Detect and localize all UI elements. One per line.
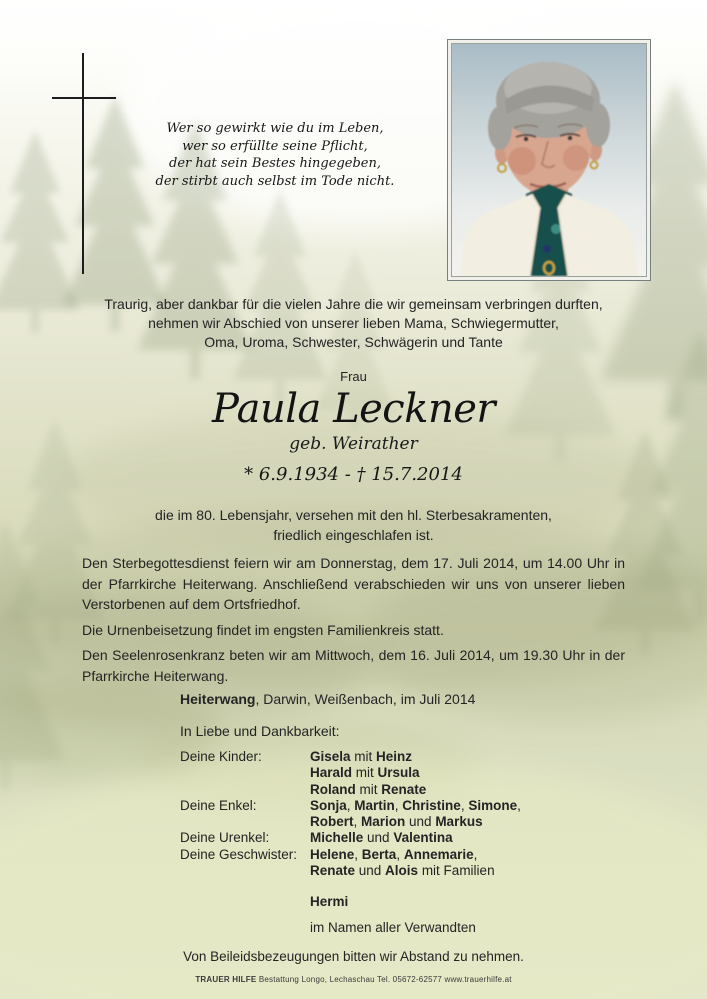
poem-line: der stirbt auch selbst im Tode nicht. [155, 173, 395, 189]
family-row-value: Gisela mit Heinz [310, 749, 413, 764]
intro-line: nehmen wir Abschied von unserer lieben Mama, Schwiegermutter, [148, 315, 559, 331]
family-row-label [180, 863, 310, 879]
passing-text [0, 506, 707, 545]
life-dates: * 6.9.1934 - † 15.7.2014 [244, 464, 463, 485]
family-row-value: Roland mit Renate [310, 781, 427, 797]
family-row [180, 782, 640, 798]
announcement-paragraph: Den Sterbegottesdienst feiern wir am Donnerstag, dem 17. Juli 2014, um 14.00 Uhr in der Pfarrkirche Heiterwang. Anschließend verabschieden wir uns von unserer lieben Verstorbenen auf dem Ortsfriedhof. [82, 555, 625, 612]
deceased-name: Paula Leckner [211, 386, 495, 432]
poem-line: der hat sein Bestes hingegeben, [169, 156, 381, 171]
family-row [180, 749, 640, 765]
family-row-label: Deine Urenkel: [180, 830, 270, 846]
announcement-paragraph: Die Urnenbeisetzung findet im engsten Familienkreis statt. [82, 621, 444, 638]
family-row-value: Sonja, Martin, Christine, Simone, [310, 797, 521, 813]
family-row [180, 798, 640, 814]
announcement-paragraph: Den Seelenrosenkranz beten wir am Mittwoch, dem 16. Juli 2014, um 19.30 Uhr in der Pfarrkirche Heiterwang. [82, 647, 625, 684]
family-row-label: Deine Kinder: [180, 749, 262, 764]
announcement-paragraphs [82, 553, 625, 691]
poem-line: Wer so gewirkt wie du im Leben, [166, 121, 384, 136]
family-row [180, 847, 640, 863]
maiden-name: geb. Weirather [289, 434, 418, 454]
family-row-label [180, 814, 310, 830]
poem-line: wer so erfüllte seine Pflicht, [182, 138, 368, 154]
gratitude-line: In Liebe und Dankbarkeit: [180, 723, 340, 739]
passing-line: die im 80. Lebensjahr, versehen mit den hl. Sterbesakramenten, [155, 507, 552, 523]
family-row-value: Renate und Alois mit Familien [310, 863, 495, 879]
funeral-home-footer: TRAUER HILFE Bestattung Longo, Lechaschau Tel. 05672-62577 www.trauerhilfe.at [195, 975, 512, 984]
family-row-label: Deine Geschwister: [180, 846, 298, 862]
family-row [180, 830, 640, 846]
memorial-poem [85, 120, 465, 190]
cross-vertical-bar [82, 53, 84, 274]
family-row-label [180, 765, 310, 781]
passing-line: friedlich eingeschlafen ist. [273, 526, 434, 543]
salutation: Frau [340, 369, 367, 384]
family-row-value: Robert, Marion und Markus [310, 814, 483, 830]
family-row-value: Harald mit Ursula [310, 765, 420, 781]
intro-text [0, 295, 707, 352]
place-date-line: Heiterwang, Darwin, Weißenbach, im Juli 2014 [180, 691, 476, 707]
portrait-illustration [451, 43, 647, 277]
family-row [180, 814, 640, 830]
portrait-photo [447, 39, 651, 281]
family-row-label [180, 782, 310, 798]
cross-horizontal-bar [52, 97, 116, 99]
on-behalf-line: im Namen aller Verwandten [310, 920, 476, 935]
intro-line: Traurig, aber dankbar für die vielen Jahre die wir gemeinsam verbringen durften, [104, 296, 603, 312]
family-row [180, 863, 640, 879]
intro-line: Oma, Uroma, Schwester, Schwägerin und Tante [204, 334, 503, 350]
family-row-value: Helene, Berta, Annemarie, [310, 846, 478, 862]
mourner-hermi: Hermi [310, 894, 349, 909]
family-list [180, 749, 640, 879]
family-row-value: Michelle und Valentina [310, 830, 453, 846]
family-row-label: Deine Enkel: [180, 797, 257, 813]
family-row [180, 765, 640, 781]
condolence-notice: Von Beileidsbezeugungen bitten wir Abstand zu nehmen. [183, 949, 524, 964]
